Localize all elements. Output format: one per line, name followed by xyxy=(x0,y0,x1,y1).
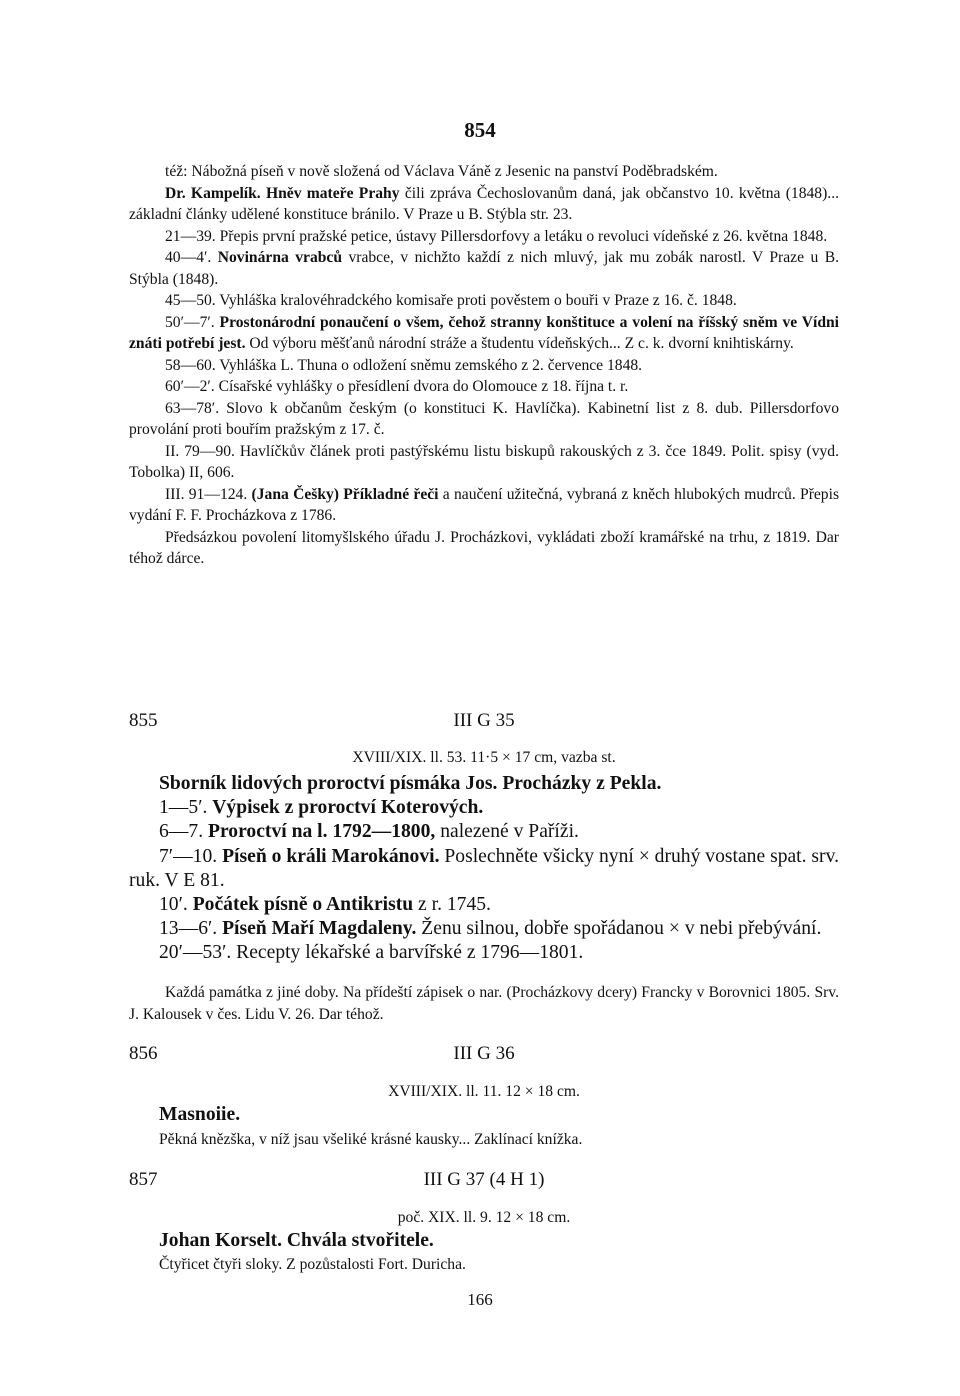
text: Od výboru měšťanů národní stráže a študentu vídeňských... Z c. k. dvorní knihtiskárny. xyxy=(245,335,794,352)
content-line xyxy=(159,893,839,917)
note-text: Každá památka z jiné doby. Na přídeští zápisek o nar. (Procházkovy dcery) Francky v Borovnici 1805. Srv. J. Kalousek v čes. Lidu V. 26. Dar téhož. xyxy=(129,984,839,1023)
paragraph xyxy=(129,183,839,226)
folio-range: 1—5′. xyxy=(159,797,213,819)
entry-857-note: Čtyřicet čtyři sloky. Z pozůstalosti Fort. Duricha. xyxy=(159,1256,466,1273)
bold-title: (Jana Češky) Příkladné řeči xyxy=(251,485,439,503)
item-title: Proroctví na l. 1792—1800, xyxy=(207,821,436,843)
paragraph xyxy=(129,441,839,484)
entry-number: 857 xyxy=(129,1169,158,1190)
item-text: Recepty lékařské a barvířské z 1796—1801. xyxy=(236,942,584,964)
content-line xyxy=(129,845,839,893)
bold-title: Novinárna vrabců xyxy=(217,249,343,266)
paragraph xyxy=(129,484,839,527)
folio-range: 7′—10. xyxy=(159,845,223,867)
entry-854-continuation xyxy=(129,161,839,570)
title-text: Johan Korselt. Chvála stvořitele. xyxy=(159,1230,434,1251)
page-number-bottom: 166 xyxy=(467,1290,493,1309)
text: III. 91—124. xyxy=(165,485,252,503)
item-text: z r. 1745. xyxy=(413,894,491,916)
item-title: Počátek písně o Antikristu xyxy=(192,894,414,916)
item-text: Ženu silnou, dobře spořádanou × v nebi přebývání. xyxy=(416,918,822,940)
paragraph xyxy=(129,376,839,398)
title-text: Sborník lidových proroctví písmáka Jos. Procházky z Pekla. xyxy=(159,773,662,794)
text: 50′—7′. xyxy=(165,313,220,331)
content-line xyxy=(159,820,839,844)
entry-856-meta: XVIII/XIX. ll. 11. 12 × 18 cm. xyxy=(388,1083,580,1100)
paragraph xyxy=(129,226,839,248)
bold-title: Prostonárodní ponaučení o všem, čehož stranny konštituce a volení na říšský sněm ve Vídni znáti potřebí jest. xyxy=(129,313,839,352)
bold-title: Dr. Kampelík. Hněv mateře Prahy xyxy=(165,184,400,202)
paragraph xyxy=(129,527,839,570)
paragraph xyxy=(129,398,839,441)
item-text: Poslechněte všicky nyní × druhý vostane spat. srv. ruk. V E 81. xyxy=(129,845,840,891)
text: vrabce, v nichžto každí z nich mluvý, jak mu zobák narostl. V Praze u B. Stýbla (1848). xyxy=(129,249,839,288)
text: 60′—2′. Císařské vyhlášky o přesídlení dvora do Olomouce z 18. října t. r. xyxy=(165,378,629,395)
entry-855-meta: XVIII/XIX. ll. 53. 11·5 × 17 cm, vazba st. xyxy=(352,749,616,766)
text: 63—78′. Slovo k občanům českým (o konstituci K. Havlíčka). Kabinetní list z 8. dub. Pillersdorfovo provolání proti bouřím pražským z 17. č. xyxy=(129,399,839,438)
content-line xyxy=(129,917,839,941)
entry-856-title xyxy=(159,1103,839,1127)
text: též: Nábožná píseň v nově složená od Václava Váně z Jesenic na panství Poděbradském. xyxy=(165,163,718,180)
folio-range: 13—6′. xyxy=(159,918,223,940)
item-title: Píseň Maří Magdaleny. xyxy=(222,918,417,940)
entry-857-header xyxy=(129,1169,839,1195)
text: Předsázkou povolení litomyšlského úřadu J. Procházkovi, vykládati zboží kramářské na trhu, z 1819. Dar téhož dárce. xyxy=(129,528,839,567)
folio-range: 6—7. xyxy=(159,821,208,843)
text: II. 79—90. Havlíčkův článek proti pastýřskému listu biskupů rakouských z 3. čce 1849. Polit. spisy (vyd. Tobolka) II, 606. xyxy=(129,442,839,481)
title-text: Masnoiie. xyxy=(159,1104,241,1125)
item-text: nalezené v Paříži. xyxy=(435,821,579,843)
paragraph xyxy=(129,355,839,377)
content-line xyxy=(159,941,839,965)
entry-855-body xyxy=(129,772,840,966)
entry-857-title xyxy=(159,1229,839,1253)
item-title: Píseň o králi Marokánovi. xyxy=(222,845,440,867)
paragraph xyxy=(129,247,839,290)
shelf-signature: III G 37 (4 H 1) xyxy=(423,1169,545,1190)
text: 21—39. Přepis první pražské petice, ústavy Pillersdorfovy a letáku o revoluci vídeňské z 26. května 1848. xyxy=(165,227,828,245)
item-title: Výpisek z proroctví Koterových. xyxy=(212,797,484,819)
text: 40—4′. xyxy=(165,249,218,266)
text: 45—50. Vyhláška kralovéhradckého komisaře proti pověstem o bouři v Praze z 16. č. 1848. xyxy=(165,292,737,309)
entry-857-meta: poč. XIX. ll. 9. 12 × 18 cm. xyxy=(397,1209,571,1226)
paragraph xyxy=(129,290,839,312)
paragraph xyxy=(129,161,839,183)
entry-856-header xyxy=(129,1043,839,1069)
text: čili zpráva Čechoslovanům daná, jak občanstvo 10. května (1848)... základní články udělené konstituce bránilo. V Praze u B. Stýbla str. 23. xyxy=(129,184,839,223)
page-number-top: 854 xyxy=(464,118,496,142)
shelf-signature: III G 36 xyxy=(453,1043,515,1064)
folio-range: 20′—53′. xyxy=(159,942,237,964)
entry-856-note: Pěkná knězška, v níž jsau všeliké krásné kausky... Zaklínací knížka. xyxy=(159,1131,583,1148)
content-line xyxy=(159,796,839,820)
entry-855-header xyxy=(129,710,839,736)
text: a naučení užitečná, vybraná z kněch hlubokých mudrců. Přepis vydání F. F. Procházkova z 1786. xyxy=(129,485,840,524)
entry-855-note xyxy=(129,982,839,1025)
entry-number: 856 xyxy=(129,1043,158,1064)
paragraph xyxy=(129,312,839,355)
text: 58—60. Vyhláška L. Thuna o odložení sněmu zemského z 2. července 1848. xyxy=(165,356,643,374)
entry-number: 855 xyxy=(129,710,158,731)
folio-range: 10′. xyxy=(159,894,193,916)
entry-title xyxy=(159,772,839,796)
shelf-signature: III G 35 xyxy=(453,710,515,731)
